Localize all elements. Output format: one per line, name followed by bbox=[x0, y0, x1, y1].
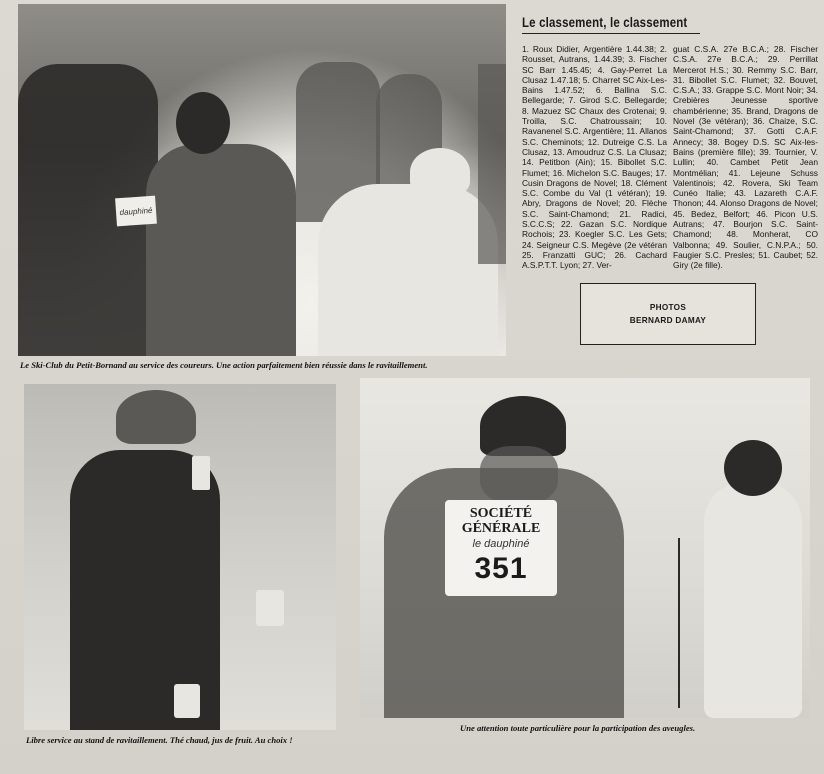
caption-bottom-left: Libre service au stand de ravitaillement. Thé chaud, jus de fruit. Au choix ! bbox=[26, 735, 293, 745]
bib-number: 351 bbox=[474, 552, 528, 585]
skier-face bbox=[480, 446, 558, 504]
photo-self-service bbox=[24, 384, 336, 730]
skier-bib-small: dauphiné bbox=[115, 196, 157, 227]
spectator-right bbox=[478, 64, 506, 264]
ranking-heading: Le classement, le classement bbox=[522, 14, 688, 30]
ski-pole bbox=[678, 538, 680, 708]
ranking-list bbox=[522, 44, 818, 271]
woman-white-suit bbox=[704, 482, 802, 718]
credits-label: PHOTOS bbox=[649, 303, 687, 312]
photo-credits-box bbox=[580, 283, 756, 345]
cup-hand bbox=[256, 590, 284, 626]
volunteer-dark-jacket bbox=[146, 144, 296, 356]
race-bib bbox=[445, 500, 557, 596]
caption-bottom-right: Une attention toute particulière pour la participation des aveugles. bbox=[460, 723, 696, 733]
heading-rule bbox=[522, 33, 700, 34]
girl-white-hat bbox=[318, 184, 498, 356]
white-hat bbox=[410, 148, 470, 196]
volunteer-head bbox=[176, 92, 230, 154]
woman-hair bbox=[724, 440, 782, 496]
cup-raised bbox=[192, 456, 210, 490]
caption-top-photo: Le Ski-Club du Petit-Bornand au service des coureurs. Une action parfaitement bien réussie dans le ravitaillement. bbox=[20, 360, 428, 370]
bib-sponsor-line2: GÉNÉRALE bbox=[461, 521, 541, 536]
ranking-column-2: guat C.S.A. 27e B.C.A.; 28. Fischer C.S.A. 27e B.C.A.; 29. Perrillat Mercerot H.S.; 30. Remmy S.C. Barr, 31. Bibollet S.C. Flumet; 32. Bouvet, C.S.A.; 33. Grappe S.C. Mont Noir; 34. Crebières Jeunesse sportive chambérienne; 35. Brand, Dragons de Novel (3e vétéran); 36. Chaize, S.C. Saint-Chamond; 37. Gotti C.A.F. Annecy; 38. Bogey D.S. SC Aix-les-Bains (première fille); 39. Tournier, V. Lullin; 40. Cambet Petit Jean Montmélian; 41. Lejeune Schuss Valentinois; 42. Rovera, Ski Team Cunéo Italie; 43. Lazareth C.A.F. Thonon; 44. Alonso Dragons de Novel; 45. Bedez, Belfort; 46. Picon U.S. Autrans; 47. Bourjon S.C. Saint-Chamond; 48. Monherat, CO Valbonna; 49. Soulier, C.N.P.A.; 50. Faugier S.C. Presles; 51. Caubet; 52. Giry (2e fille). bbox=[673, 44, 818, 271]
bib-newspaper: le dauphiné bbox=[472, 538, 530, 550]
photo-blind-skiers bbox=[360, 378, 810, 718]
credits-photographer: BERNARD DAMAY bbox=[629, 316, 707, 325]
man-knit-hat bbox=[116, 390, 196, 444]
bib-sponsor-line1: SOCIÉTÉ bbox=[469, 506, 533, 521]
ranking-column-1: 1. Roux Didier, Argentière 1.44.38; 2. Rousset, Autrans, 1.44.39; 3. Fischer SC Barr 1.45.45; 4. Gay-Perret La Clusaz 1.47.18; 5. Charret SC Aix-Les-Bains 1.47.52; 6. Ballina S.C. Bellegarde; 7. Girod S.C. Bellegarde; 8. Mazuez SC Chaux des Crotenai; 9. Troilla, S.C. Chatroussain; 10. Ravanenel S.C. Argentière; 11. Allanos S.C. Cheminots; 12. Dutreige C.S. La Clusaz, 13. Amoudruz C.S. La Clusaz; 14. Petitbon (Ain); 15. Bibollet S.C. Flumet; 16. Michelon S.C. Bauges; 17. Cusin Dragons de Novel; 18. Clément S.C. Combe du Val (1 vétéran); 19. Abry, Dragons de Novel; 20. Flèche S.C. Saint-Chamond; 21. Radici, S.C.C.S; 22. Gazan S.C. Nordique Rochois; 23. Koegler S.C. Les Gets; 24. Seigneur C.S. Megève (2e vétéran 25. Franzatti GUC; 26. Cachard A.S.P.T.T. Lyon; 27. Ver- bbox=[522, 44, 667, 271]
photo-refreshment-stand bbox=[18, 4, 506, 356]
cup-lower bbox=[174, 684, 200, 718]
